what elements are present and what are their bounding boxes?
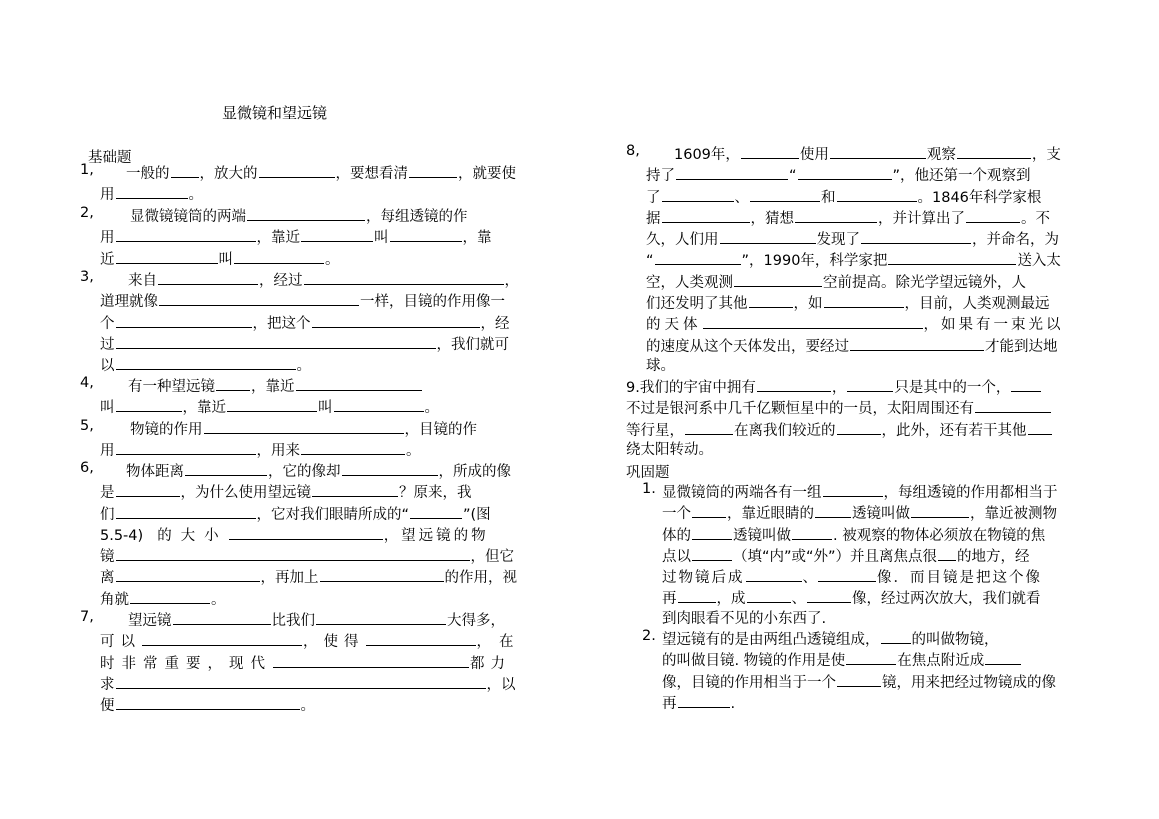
question-text: 。1846年科学家根 — [917, 189, 1042, 206]
blank[interactable] — [655, 249, 741, 265]
blank[interactable] — [216, 375, 250, 391]
question-text: 望远镜有的是由两组凸透镜组成， — [662, 632, 880, 648]
question-text: ，为什么使用望远镜 — [180, 485, 311, 502]
question-text: 求 — [100, 676, 115, 693]
question-text: 离 — [100, 570, 115, 587]
question-2 — [80, 205, 534, 269]
question-text: 、 — [791, 591, 806, 608]
question-text: 时非常重要，现代 — [100, 655, 272, 672]
question-text: 发现了 — [816, 232, 860, 249]
question-text: 的天体 — [646, 317, 702, 334]
blank[interactable] — [273, 652, 469, 668]
question-text: 。 — [211, 591, 226, 608]
blank[interactable] — [830, 143, 926, 159]
question-number: 5, — [80, 418, 94, 434]
question-text: 再 — [662, 591, 677, 608]
blank[interactable] — [746, 566, 802, 582]
blank[interactable] — [807, 587, 851, 603]
blank[interactable] — [676, 164, 788, 180]
question-text: 透镜叫做 — [852, 506, 910, 523]
question-text: 只是其中的一个， — [894, 380, 1011, 396]
blank[interactable] — [227, 396, 317, 412]
blank[interactable] — [116, 481, 180, 497]
question-text: ”(图 — [463, 506, 491, 523]
blank[interactable] — [757, 376, 831, 392]
question-text: ，但它 — [470, 549, 514, 566]
question-text: ，并命名，为 — [972, 232, 1059, 249]
question-text: ，靠近 — [251, 379, 295, 395]
blank[interactable] — [116, 566, 260, 582]
question-text: ，如果有一束光以 — [923, 317, 1064, 334]
question-text: 个 — [100, 315, 115, 332]
question-text: 不过是银河系中几千亿颗恒星中的一员，太阳周围还有 — [626, 401, 974, 418]
question-9 — [626, 376, 1082, 461]
blank[interactable] — [342, 460, 438, 476]
question-text: ，我们就可 — [436, 336, 509, 353]
question-text: 可以 — [100, 634, 141, 651]
question-text: ，每组透镜的作 — [366, 209, 468, 225]
question-text: 等行星， — [626, 422, 684, 439]
blank[interactable] — [837, 186, 917, 202]
question-text: 9.我们的宇宙中拥有 — [626, 380, 756, 396]
blank[interactable] — [798, 164, 892, 180]
blank[interactable] — [815, 502, 851, 518]
blank[interactable] — [1028, 419, 1052, 435]
question-text: 持了 — [646, 168, 675, 185]
question-text: ”，他还第一个观察到 — [892, 168, 1031, 185]
question-text: 。不 — [1021, 210, 1050, 227]
question-number: 3, — [80, 269, 94, 285]
blank[interactable] — [747, 587, 791, 603]
blank[interactable] — [846, 649, 896, 665]
blank[interactable] — [792, 524, 832, 540]
question-text: 久，人们用 — [646, 232, 719, 249]
question-8 — [626, 143, 1082, 377]
blank[interactable] — [795, 207, 877, 223]
blank[interactable] — [662, 186, 734, 202]
blank[interactable] — [247, 205, 365, 221]
blank[interactable] — [116, 226, 256, 242]
question-text: . — [730, 695, 736, 712]
blank[interactable] — [116, 354, 296, 370]
question-text: ，成 — [716, 591, 746, 608]
question-text: 以 — [100, 358, 115, 375]
question-text: 用 — [100, 443, 115, 460]
question-text: 和 — [821, 189, 836, 206]
question-text: 们还发明了其他 — [646, 296, 748, 313]
question-text: （填“内”或“外”）并且离焦点很 — [733, 548, 938, 565]
question-text: ， — [831, 380, 847, 396]
blank[interactable] — [312, 481, 398, 497]
blank[interactable] — [171, 162, 199, 178]
question-text: 用 — [100, 230, 115, 247]
question-text: 透镜叫做 — [733, 527, 791, 544]
question-text: 5.5-4) — [100, 527, 144, 544]
question-text: 据 — [646, 210, 661, 227]
question-text: 绕太阳转动。 — [626, 441, 713, 458]
blank[interactable] — [366, 630, 476, 646]
question-text: 望远镜 — [128, 613, 172, 629]
question-text: 比我们 — [271, 613, 315, 629]
question-text: 。 — [325, 251, 340, 268]
blank[interactable] — [159, 290, 359, 306]
question-text: 有一种望远镜 — [128, 379, 215, 395]
blank[interactable] — [703, 313, 923, 329]
question-text: 像．而目镜是把这个像 — [877, 570, 1042, 587]
blank[interactable] — [116, 673, 486, 689]
question-text: 的叫做物镜， — [911, 632, 999, 648]
blank[interactable] — [334, 396, 424, 412]
blank[interactable] — [861, 228, 971, 244]
question-text: 物镜的作用 — [130, 422, 203, 438]
question-text: . 被观察的物体必须放在物镜的焦 — [833, 527, 1046, 544]
question-text: 大得多， — [447, 613, 505, 629]
question-text: ，如 — [793, 296, 823, 313]
blank[interactable] — [116, 503, 256, 519]
question-text: ，靠近被测物 — [970, 506, 1057, 523]
blank[interactable] — [720, 228, 816, 244]
question-text: ，它的像却 — [268, 464, 341, 480]
question-text: 镜，用来把经过物镜成的像 — [882, 674, 1056, 691]
question-6 — [80, 460, 534, 609]
question-text: ，用来 — [256, 443, 300, 460]
blank[interactable] — [320, 566, 444, 582]
question-text: 的速度从这个天体发出，要经过 — [646, 338, 849, 355]
question-text: 角就 — [100, 591, 129, 608]
question-text: 再 — [662, 695, 677, 712]
page-title: 显微镜和望远镜 — [222, 104, 328, 122]
blank[interactable] — [749, 292, 793, 308]
blank[interactable] — [985, 649, 1021, 665]
question-text: 、 — [802, 570, 817, 587]
blank[interactable] — [888, 249, 1016, 265]
question-text: 送入太 — [1017, 253, 1061, 270]
question-text: 显微镜筒的两端各有一组 — [662, 485, 822, 501]
question-text: ，目前，人类观测最远 — [904, 296, 1050, 313]
blank[interactable] — [975, 397, 1051, 413]
question-text: 。 — [406, 443, 421, 460]
question-text: ，靠近 — [256, 230, 300, 247]
blank[interactable] — [741, 143, 799, 159]
blank[interactable] — [692, 524, 732, 540]
question-text: 叫 — [374, 230, 389, 247]
question-text: ，每组透镜的作用都相当于 — [883, 485, 1058, 501]
question-text: 们 — [100, 506, 115, 523]
blank[interactable] — [301, 226, 373, 242]
blank[interactable] — [116, 312, 252, 328]
blank[interactable] — [824, 292, 904, 308]
question-text: 便 — [100, 698, 115, 715]
question-text: 一般的 — [126, 166, 170, 182]
question-text: 叫 — [100, 400, 115, 417]
blank[interactable] — [692, 545, 732, 561]
blank[interactable] — [390, 226, 462, 242]
question-number: 2. — [642, 628, 656, 644]
section-consolidate-heading: 巩固题 — [626, 465, 670, 481]
question-text: ，靠近眼睛的 — [727, 506, 814, 523]
question-number: 7, — [80, 609, 94, 625]
blank[interactable] — [185, 460, 267, 476]
question-text: 空前提高。除光学望远镜外，人 — [823, 274, 1026, 291]
blank[interactable] — [662, 207, 750, 223]
blank[interactable] — [116, 396, 182, 412]
blank[interactable] — [204, 418, 404, 434]
blank[interactable] — [938, 545, 956, 561]
question-text: 、 — [734, 189, 749, 206]
blank[interactable] — [678, 692, 730, 708]
question-text: 到肉眼看不见的小东西了. — [662, 610, 827, 627]
blank[interactable] — [685, 419, 733, 435]
question-text: 。 — [300, 698, 315, 715]
question-text: ，支 — [1031, 147, 1061, 163]
question-text: ，经 — [480, 315, 510, 332]
question-text: ，在 — [476, 634, 522, 651]
blank[interactable] — [130, 588, 210, 604]
question-text: ，就要使 — [458, 166, 516, 182]
blank[interactable] — [410, 503, 462, 519]
blank[interactable] — [881, 628, 911, 644]
question-text: 像，目镜的作用相当于一个 — [662, 674, 836, 691]
question-text: 空，人类观测 — [646, 274, 733, 291]
blank[interactable] — [957, 143, 1031, 159]
blank[interactable] — [734, 271, 822, 287]
blank[interactable] — [116, 248, 218, 264]
question-number: 4, — [80, 375, 94, 391]
question-1 — [80, 162, 534, 205]
question-text: 的地方，经 — [957, 548, 1030, 565]
consolidate-question-1 — [642, 481, 1082, 630]
blank[interactable] — [847, 376, 893, 392]
question-text: 用 — [100, 187, 115, 204]
blank[interactable] — [1011, 376, 1041, 392]
question-text: 1609年， — [674, 147, 740, 163]
blank[interactable] — [259, 162, 335, 178]
question-text: 过物镜后成 — [662, 570, 745, 587]
question-text: “ — [789, 168, 797, 185]
blank[interactable] — [158, 269, 258, 285]
question-text: ，靠近 — [182, 400, 226, 417]
question-text: 观察 — [926, 147, 956, 163]
blank[interactable] — [678, 587, 716, 603]
question-text: ，把这个 — [252, 315, 311, 332]
question-text: ， — [504, 273, 519, 289]
question-text: 叫 — [218, 251, 233, 268]
question-text: 了 — [646, 189, 661, 206]
question-5 — [80, 418, 534, 461]
blank[interactable] — [837, 419, 881, 435]
question-text: 。 — [188, 187, 203, 204]
question-7 — [80, 609, 534, 715]
blank[interactable] — [850, 335, 984, 351]
blank[interactable] — [750, 186, 820, 202]
blank[interactable] — [142, 630, 302, 646]
question-text: 是 — [100, 485, 115, 502]
question-text: ，再加上 — [260, 570, 319, 587]
blank[interactable] — [116, 183, 188, 199]
question-number: 1, — [80, 162, 94, 178]
question-text: 道理就像 — [100, 294, 158, 311]
question-text: 的叫做目镜. 物镜的作用是使 — [662, 653, 846, 670]
question-text: 来自 — [128, 273, 157, 289]
blank[interactable] — [316, 609, 446, 625]
blank[interactable] — [304, 269, 504, 285]
question-number: 2, — [80, 205, 94, 221]
blank[interactable] — [966, 207, 1020, 223]
section-basic-heading: 基础题 — [88, 150, 132, 166]
question-text: 一样，目镜的作用像一 — [360, 294, 505, 311]
question-text: 球。 — [646, 357, 675, 374]
blank[interactable] — [692, 502, 726, 518]
question-text: ，以 — [486, 676, 516, 693]
blank[interactable] — [116, 545, 470, 561]
question-text: ”，1990年，科学家把 — [741, 253, 888, 270]
blank[interactable] — [116, 694, 300, 710]
question-text: 使用 — [799, 147, 829, 163]
question-text: 物体距离 — [126, 464, 184, 480]
question-text: 。 — [424, 400, 439, 417]
question-text: ，并计算出了 — [878, 210, 965, 227]
question-number: 8, — [626, 143, 640, 159]
blank[interactable] — [818, 566, 876, 582]
question-text: 在离我们较近的 — [734, 422, 836, 439]
question-text: 。 — [296, 358, 311, 375]
blank[interactable] — [234, 248, 324, 264]
question-text: 的作用，视 — [444, 570, 517, 587]
blank[interactable] — [296, 375, 422, 391]
question-4 — [80, 375, 534, 418]
question-number: 6, — [80, 460, 94, 476]
question-text: ，它对我们眼睛所成的“ — [256, 506, 410, 523]
blank[interactable] — [911, 502, 969, 518]
question-text: 过 — [100, 336, 115, 353]
blank[interactable] — [116, 333, 436, 349]
question-text: 在焦点附近成 — [897, 653, 985, 670]
question-text: 叫 — [318, 400, 333, 417]
question-number: 1. — [642, 481, 656, 497]
question-text: 近 — [100, 251, 115, 268]
blank[interactable] — [301, 439, 405, 455]
question-text: ，经过 — [259, 273, 303, 289]
question-text: ，要想看清 — [335, 166, 408, 182]
blank[interactable] — [312, 312, 480, 328]
question-text: 镜 — [100, 549, 115, 566]
question-text: 都力 — [470, 655, 511, 672]
question-text: 才能到达地 — [985, 338, 1058, 355]
question-text: ，望远镜的物 — [383, 527, 489, 544]
blank[interactable] — [173, 609, 271, 625]
question-text: 的大小 — [157, 527, 228, 544]
question-text: 像，经过两次放大，我们就看 — [852, 591, 1041, 608]
blank[interactable] — [116, 439, 256, 455]
question-text: ，猜想 — [750, 210, 794, 227]
blank[interactable] — [837, 671, 881, 687]
question-text: ，放大的 — [199, 166, 258, 182]
question-text: 显微镜镜筒的两端 — [130, 209, 246, 225]
question-text: 点以 — [662, 548, 691, 565]
question-text: ，所成的像 — [438, 464, 511, 480]
question-text: ，目镜的作 — [404, 422, 477, 438]
question-text: 一个 — [662, 506, 691, 523]
question-text: ？原来，我 — [399, 485, 472, 502]
question-text: ，此外，还有若干其他 — [881, 422, 1027, 439]
question-3 — [80, 269, 534, 375]
question-text: 体的 — [662, 527, 691, 544]
blank[interactable] — [823, 481, 883, 497]
question-text: “ — [646, 253, 654, 270]
question-text: ，使得 — [303, 634, 365, 651]
blank[interactable] — [409, 162, 457, 178]
blank[interactable] — [229, 524, 383, 540]
question-text: ，靠 — [462, 230, 492, 247]
consolidate-question-2 — [642, 628, 1082, 713]
